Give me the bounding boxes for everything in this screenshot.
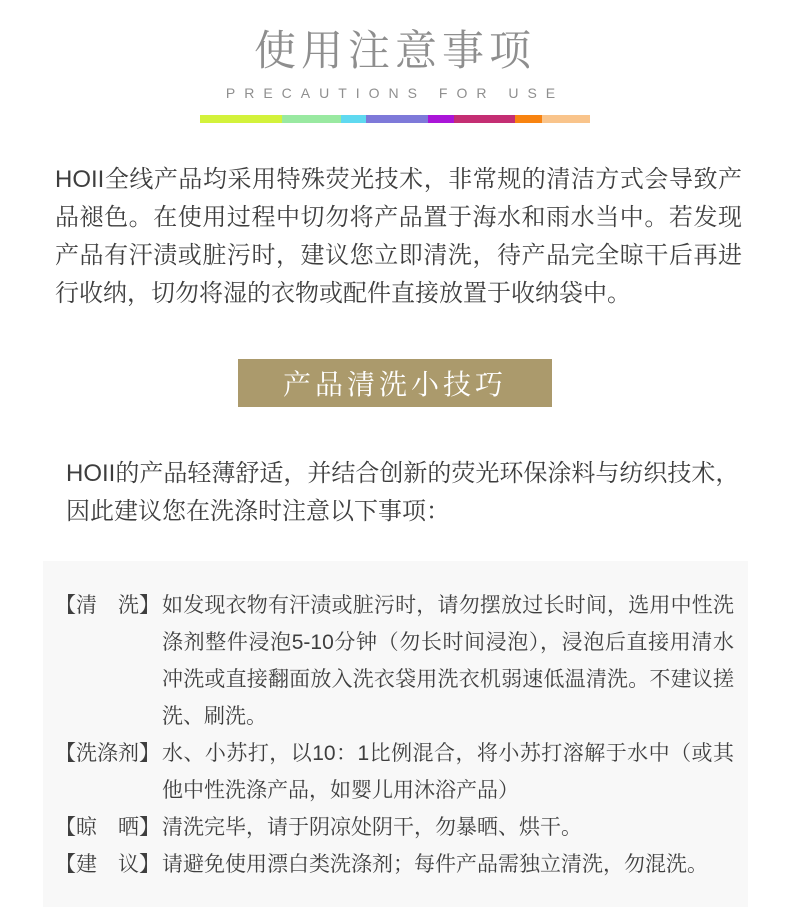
rainbow-segment [366,115,428,123]
care-item-text: 水、小苏打，以10：1比例混合，将小苏打溶解于水中（或其他中性洗涤产品，如婴儿用沐浴产品） [162,742,734,802]
section-banner-label: 产品清洗小技巧 [282,369,507,400]
care-item-label: 【洗涤剂】 [55,742,160,765]
care-item-text: 如发现衣物有汗渍或脏污时，请勿摆放过长时间，选用中性洗涤剂整件浸泡5-10分钟（勿长时间浸泡），浸泡后直接用清水冲洗或直接翻面放入洗衣袋用洗衣机弱速低温清洗。不建议搓洗、刷洗。 [162,594,734,728]
care-list-item [55,809,738,846]
care-item-text: 请避免使用漂白类洗涤剂；每件产品需独立清洗，勿混洗。 [162,853,708,876]
rainbow-segment [454,115,515,123]
page-subtitle: PRECAUTIONS FOR USE [225,85,565,101]
header [0,0,790,123]
care-list-item [55,735,738,809]
rainbow-segment [200,115,282,123]
care-list-item [55,846,738,883]
care-item-label: 【清 洗】 [55,594,160,617]
rainbow-segment [341,115,366,123]
rainbow-segment [282,115,341,123]
intro-paragraph: HOII全线产品均采用特殊荧光技术，非常规的清洁方式会导致产品褪色。在使用过程中切勿将产品置于海水和雨水当中。若发现产品有汗渍或脏污时，建议您立即清洗，待产品完全晾干后再进行收纳，切勿将湿的衣物或配件直接放置于收纳袋中。 [55,166,742,307]
care-instructions-panel [43,561,748,907]
tips-intro-paragraph: HOII的产品轻薄舒适，并结合创新的荧光环保涂料与纺织技术，因此建议您在洗涤时注意以下事项： [66,460,740,525]
rainbow-segment [515,115,542,123]
page-title: 使用注意事项 [253,27,536,74]
care-item-text: 清洗完毕，请于阴凉处阴干，勿暴晒、烘干。 [162,816,582,839]
section-banner [238,359,552,407]
rainbow-segment [428,115,454,123]
care-list-item [55,587,738,735]
care-item-label: 【建 议】 [55,853,160,876]
rainbow-segment [542,115,590,123]
care-item-label: 【晾 晒】 [55,816,160,839]
rainbow-divider [200,115,590,123]
